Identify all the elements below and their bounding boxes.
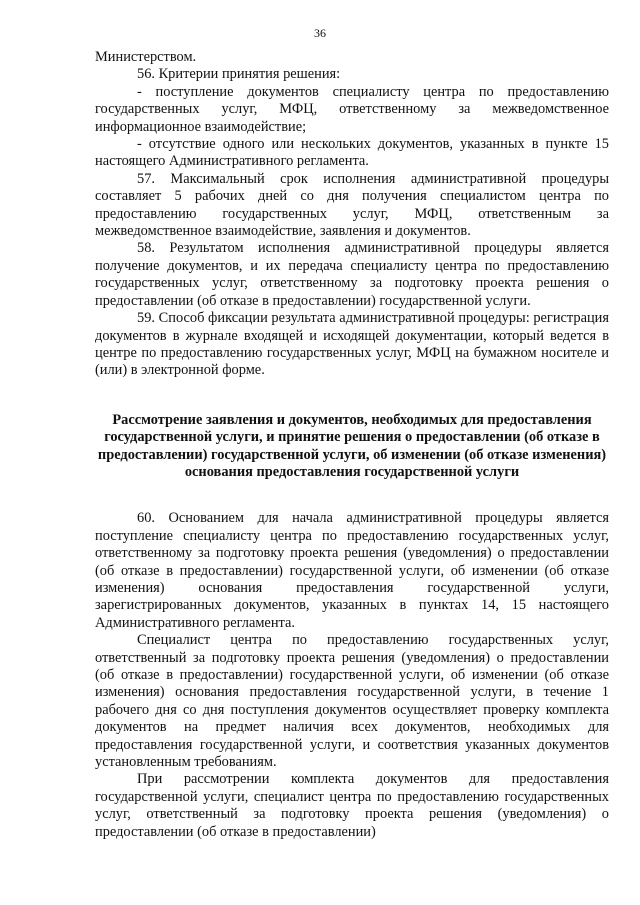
section-procedure-criteria — [95, 49, 609, 380]
paragraph-56: 56. Критерии принятия решения: — [137, 66, 341, 83]
section-heading: Рассмотрение заявления и документов, необходимых для предоставления государственной услуги, и принятие решения о предоставлении (об отказе в предоставлении) государственной услуги, об изменении (об отказе изменения) основания предоставления государственной услуги — [97, 411, 607, 480]
paragraph-59: 59. Способ фиксации результата административной процедуры: регистрация документов в журнале входящей и исходящей документации, который ведется в центре по предоставлению государственных услуг, МФЦ на бумажном носителе и (или) в электронной форме. — [95, 310, 609, 379]
paragraph-60: 60. Основанием для начала административной процедуры является поступление специалисту центра по предоставлению государственных услуг, ответственному за подготовку проекта решения (уведомления) о предоставлении (об отказе в предоставлении) государственной услуги, об изменении (об отказе изменения) основания предоставления государственной услуги, зарегистрированных документов, указанных в пунктах 14, 15 настоящего Административного регламента. — [95, 510, 609, 631]
page-number: 36 — [314, 26, 326, 40]
document-body — [95, 49, 609, 841]
paragraph-58: 58. Результатом исполнения административной процедуры является получение документов, и их передача специалисту центра по предоставлению государственных услуг, ответственному за подготовку проекта решения о предоставлении (об отказе в предоставлении) государственной услуги. — [95, 240, 609, 309]
paragraph: Министерством. — [95, 49, 197, 65]
section-review-documents — [95, 510, 609, 841]
paragraph-review: При рассмотрении комплекта документов для предоставления государственной услуги, специалист центра по предоставлению государственных услуг, ответственный за подготовку проекта решения (уведомления) о предоставлении (об отказе в предоставлении) — [95, 771, 609, 840]
paragraph-56-item-2: - отсутствие одного или нескольких документов, указанных в пункте 15 настоящего Административного регламента. — [95, 136, 609, 170]
paragraph-57: 57. Максимальный срок исполнения административной процедуры составляет 5 рабочих дней со дня получения специалистом центра по предоставлению государственных услуг, МФЦ, ответственным за межведомственное взаимодействие, заявления и документов. — [95, 170, 609, 240]
paragraph-56-item-1: - поступление документов специалисту центра по предоставлению государственных услуг, МФЦ, ответственному за межведомственное информационное взаимодействие; — [95, 83, 609, 135]
paragraph-specialist: Специалист центра по предоставлению государственных услуг, ответственный за подготовку проекта решения (уведомления) о предоставлении (об отказе в предоставлении) государственной услуги, об изменении (об отказе изменения) основания предоставления государственной услуги, в течение 1 рабочего дня со дня поступления документов осуществляет проверку комплекта документов на предмет наличия всех документов, необходимых для предоставления государственной услуги, и соответствия указанных документов установленным требованиям. — [95, 632, 609, 771]
